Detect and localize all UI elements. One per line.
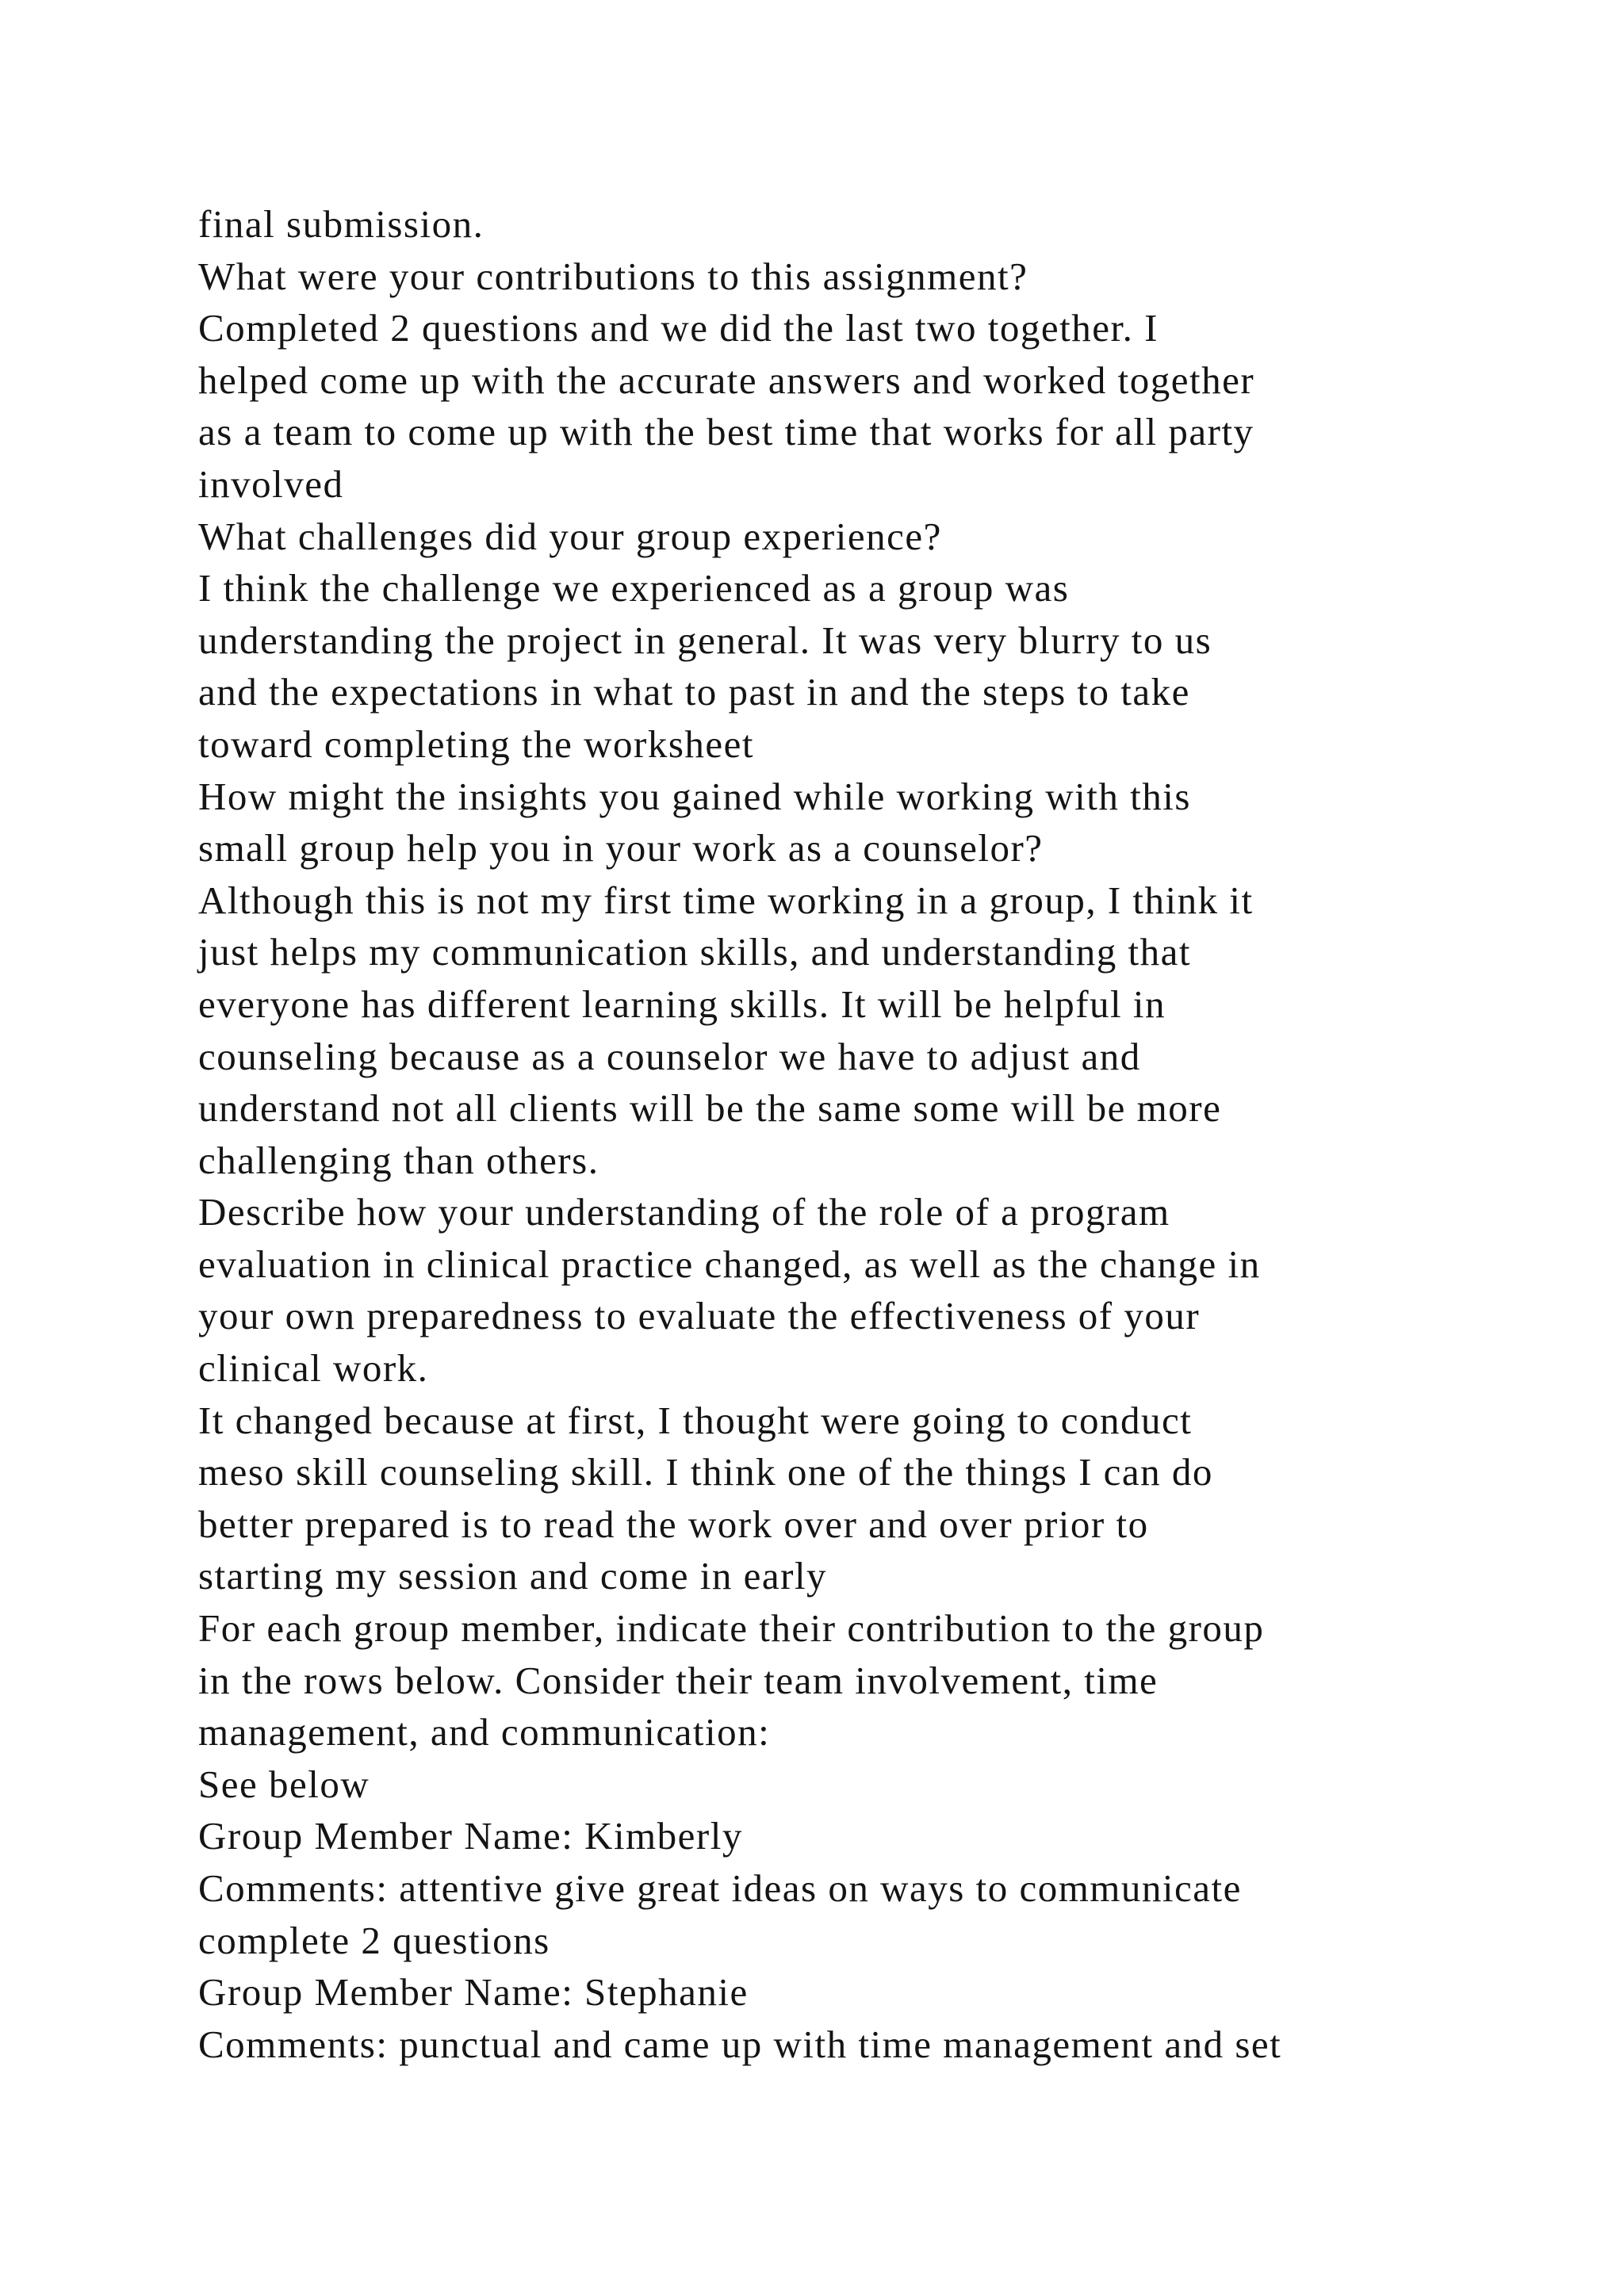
instruction-line: management, and communication: xyxy=(198,1710,771,1755)
text-line: meso skill counseling skill. I think one of the things I can do xyxy=(198,1450,1213,1494)
text-line: toward completing the worksheet xyxy=(198,721,755,766)
text-line: and the expectations in what to past in and the steps to take xyxy=(198,670,1190,714)
question-heading: What challenges did your group experience? xyxy=(198,514,942,558)
group-member-name: Group Member Name: Stephanie xyxy=(198,1970,749,2015)
question-heading: small group help you in your work as a counselor? xyxy=(198,826,1044,871)
text-line: understanding the project in general. It was very blurry to us xyxy=(198,618,1212,662)
text-line: I think the challenge we experienced as a group was xyxy=(198,566,1070,610)
text-line: understand not all clients will be the same some will be more xyxy=(198,1086,1222,1131)
question-heading: Describe how your understanding of the role of a program xyxy=(198,1190,1170,1234)
text-line: as a team to come up with the best time that works for all party xyxy=(198,410,1254,454)
instruction-line: in the rows below. Consider their team involvement, time xyxy=(198,1658,1159,1702)
text-line: better prepared is to read the work over and over prior to xyxy=(198,1502,1149,1546)
text-line: Completed 2 questions and we did the last two together. I xyxy=(198,306,1159,350)
instruction-line: For each group member, indicate their contribution to the group xyxy=(198,1606,1265,1651)
group-member-comments: Comments: punctual and came up with time management and set xyxy=(198,2022,1282,2066)
text-line: starting my session and come in early xyxy=(198,1554,828,1598)
group-member-comments: complete 2 questions xyxy=(198,1918,550,1962)
text-line: involved xyxy=(198,461,344,506)
text-line: everyone has different learning skills. It will be helpful in xyxy=(198,982,1166,1026)
group-member-comments: Comments: attentive give great ideas on ways to communicate xyxy=(198,1866,1242,1910)
text-line: challenging than others. xyxy=(198,1138,599,1182)
text-line: final submission. xyxy=(198,202,485,246)
text-line: Although this is not my first time working in a group, I think it xyxy=(198,878,1254,922)
question-heading: clinical work. xyxy=(198,1346,429,1391)
text-line: It changed because at first, I thought were going to conduct xyxy=(198,1398,1193,1442)
text-line: See below xyxy=(198,1762,370,1806)
question-heading: How might the insights you gained while working with this xyxy=(198,774,1191,818)
group-member-name: Group Member Name: Kimberly xyxy=(198,1814,743,1858)
question-heading: What were your contributions to this assignment? xyxy=(198,254,1028,298)
text-line: just helps my communication skills, and understanding that xyxy=(198,930,1191,974)
text-line: counseling because as a counselor we have to adjust and xyxy=(198,1034,1141,1078)
text-line: helped come up with the accurate answers and worked together xyxy=(198,358,1255,402)
question-heading: evaluation in clinical practice changed, as well as the change in xyxy=(198,1242,1261,1286)
question-heading: your own preparedness to evaluate the effectiveness of your xyxy=(198,1294,1201,1338)
document-body xyxy=(198,198,1546,2070)
